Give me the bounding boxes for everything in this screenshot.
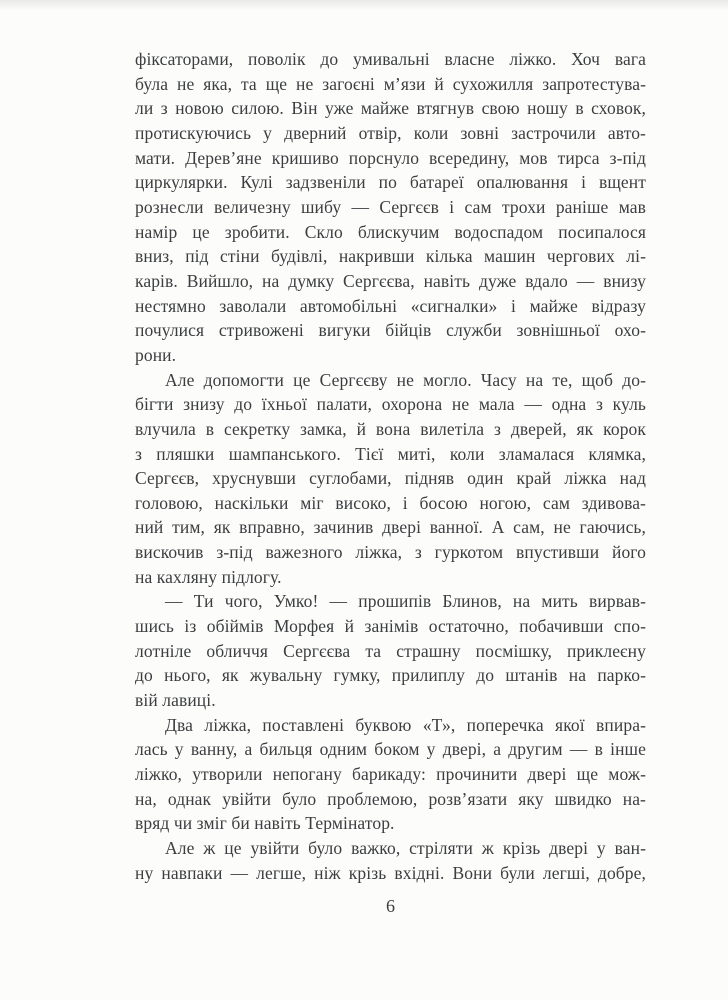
text-line: намір це зробити. Скло блискучим водоспадом посипалося [135,221,646,242]
paragraph [135,368,646,590]
text-line: почулися стривожені вигуки бійців служби зовнішньої охо- [135,320,646,341]
text-line: Але ж це увійти було важко, стріляти ж крізь двері у ван- [165,838,646,858]
text-line: з пляшки шампанського. Тієї миті, коли зламалася клямка, [135,443,646,464]
text-line: Сергєєв, хруснувши суглобами, підняв один край ліжка над [135,468,646,489]
text-line: ліжко, утворили непогану барикаду: прочинити двері ще мож- [135,764,646,785]
text-line: шись із обіймів Морфея й занімів остаточно, побачивши спо- [135,616,646,637]
paragraph [135,589,646,712]
text-line: до нього, як жувальну гумку, прилиплу до штанів на парко- [135,665,646,686]
paragraph [135,836,646,885]
text-line: ну навпаки — легше, ніж крізь вхідні. Вони були легші, добре, [135,862,646,883]
text-line: Але допомогти це Сергєєву не могло. Часу на те, щоб до- [165,369,646,390]
text-line: циркулярки. Кулі задзвеніли по батареї опалювання і вщент [135,172,646,193]
page-number: 6 [386,896,395,916]
scan-artifact-top [0,0,728,12]
text-line: лась у ванну, а бильця одним боком у двері, а другим — в інше [135,739,646,760]
text-line: ли з новою силою. Він уже майже втягнув свою ношу в сховок, [135,98,646,119]
text-line: карів. Вийшло, на думку Сергєєва, навіть дуже вдало — внизу [135,270,646,291]
text-line: головою, наскільки міг високо, і босою ногою, сам здивова- [135,492,646,513]
text-line: нестямно заволали автомобільні «сигналки» і майже відразу [135,295,646,316]
page-text-block [135,47,646,885]
text-line: Два ліжка, поставлені буквою «Т», поперечка якої впира- [165,714,646,735]
text-line: на кахляну підлогу. [135,566,282,587]
text-line: протискуючись у дверний отвір, коли зовні застрочили авто- [135,122,646,143]
text-line: ний тим, як вправно, зачинив двері ванної. А сам, не гаючись, [135,517,646,538]
text-line: фіксаторами, поволік до умивальні власне ліжко. Хоч вага [135,49,646,69]
text-line: — Ти чого, Умко! — прошипів Блинов, на мить вирвав- [165,591,646,612]
text-line: була не яка, та ще не загоєні м’язи й сухожилля запротестува- [135,73,646,94]
text-line: рознесли величезну шибу — Сергєєв і сам трохи раніше мав [135,196,646,217]
text-line: рони. [135,344,177,365]
text-line: бігти знизу до їхньої палати, охорона не мала — одна з куль [135,394,646,415]
text-line: вниз, під стіни будівлі, накривши кілька машин чергових лі- [135,246,646,267]
text-line: лотніле обличчя Сергєєва та страшну посмішку, приклеєну [135,640,646,661]
text-line: влучила в секретку замка, й вона вилетіла з дверей, як корок [135,418,646,439]
text-line: мати. Дерев’яне кришиво порснуло всередину, мов тирса з-під [135,147,646,168]
text-line: вряд чи зміг би навіть Термінатор. [135,813,395,834]
paragraph [135,47,646,368]
text-line: вій лавиці. [135,690,216,711]
text-line: вискочив з-під важезного ліжка, з гуркотом впустивши його [135,542,646,563]
text-line: на, однак увійти було проблемою, розв’язати яку швидко на- [135,788,646,809]
paragraph [135,713,646,836]
